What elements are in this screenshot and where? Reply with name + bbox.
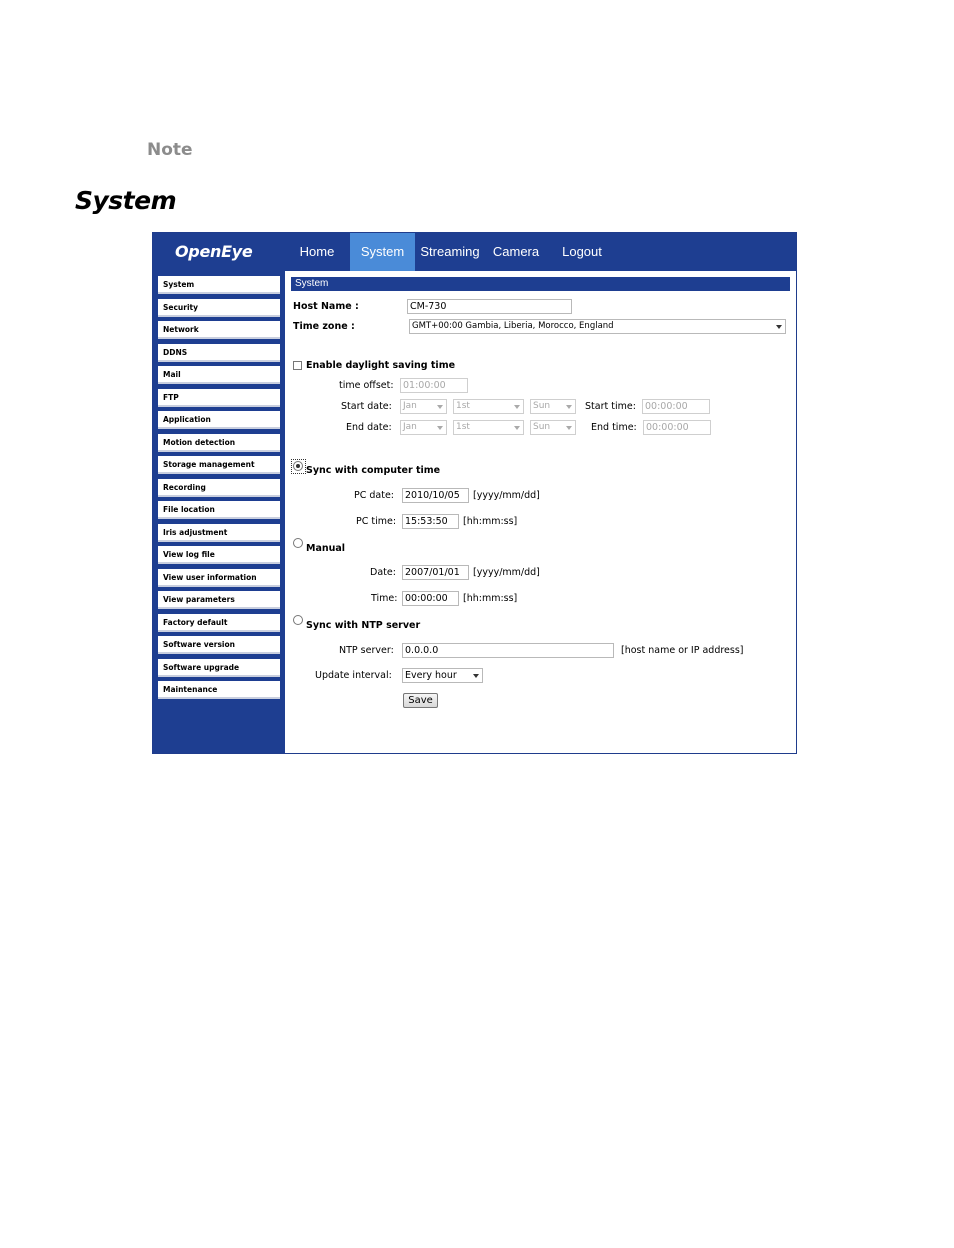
sidebar-menu: [153, 271, 285, 753]
chevron-down-icon: [514, 405, 520, 409]
start-week-value: 1st: [456, 401, 470, 411]
chevron-down-icon: [776, 325, 782, 329]
time-zone-label: Time zone :: [293, 321, 355, 332]
end-date-label: End date:: [346, 422, 392, 433]
chevron-down-icon: [437, 426, 443, 430]
save-button[interactable]: Save: [403, 693, 438, 708]
sidebar-item-software-version[interactable]: Software version: [158, 636, 280, 654]
nav-tab-camera[interactable]: Camera: [492, 244, 540, 259]
sidebar-item-view-parameters[interactable]: View parameters: [158, 591, 280, 609]
daylight-saving-checkbox[interactable]: [293, 361, 302, 370]
chevron-down-icon: [473, 674, 479, 678]
top-navigation: [153, 233, 796, 271]
ntp-server-input[interactable]: 0.0.0.0: [402, 643, 614, 658]
start-week-select[interactable]: [453, 399, 524, 414]
manual-time-label: Time:: [371, 593, 398, 604]
nav-tab-streaming[interactable]: Streaming: [420, 244, 480, 259]
time-zone-value: GMT+00:00 Gambia, Liberia, Morocco, England: [412, 321, 614, 331]
host-name-input[interactable]: CM-730: [407, 299, 572, 314]
end-day-select[interactable]: [530, 420, 576, 435]
pc-time-input[interactable]: 15:53:50: [402, 514, 459, 529]
end-time-input[interactable]: 00:00:00: [643, 420, 711, 435]
sidebar-item-application[interactable]: Application: [158, 411, 280, 429]
ntp-server-hint: [host name or IP address]: [621, 645, 744, 656]
end-month-select[interactable]: [400, 420, 447, 435]
pc-date-label: PC date:: [354, 490, 395, 501]
time-zone-select[interactable]: [409, 319, 786, 334]
manual-time-input[interactable]: 00:00:00: [402, 591, 459, 606]
chevron-down-icon: [566, 426, 572, 430]
pc-date-input[interactable]: 2010/10/05: [402, 488, 469, 503]
end-week-select[interactable]: [453, 420, 524, 435]
daylight-saving-label: Enable daylight saving time: [306, 360, 456, 371]
host-name-label: Host Name :: [293, 301, 359, 312]
manual-label: Manual: [306, 543, 346, 554]
sidebar-item-security[interactable]: Security: [158, 299, 280, 317]
start-date-label: Start date:: [341, 401, 392, 412]
openeye-logo: OpenEye: [175, 242, 253, 261]
sidebar-item-mail[interactable]: Mail: [158, 366, 280, 384]
sync-computer-radio[interactable]: [293, 461, 303, 471]
sidebar-item-network[interactable]: Network: [158, 321, 280, 339]
system-settings-panel: [285, 271, 796, 753]
start-time-input[interactable]: 00:00:00: [642, 399, 710, 414]
start-month-select[interactable]: [400, 399, 447, 414]
manual-radio[interactable]: [293, 538, 303, 548]
time-offset-input[interactable]: 01:00:00: [400, 378, 468, 393]
start-month-value: Jan: [403, 401, 417, 411]
section-heading: System: [75, 186, 177, 215]
start-day-value: Sun: [533, 401, 551, 411]
end-day-value: Sun: [533, 422, 551, 432]
chevron-down-icon: [566, 405, 572, 409]
end-week-value: 1st: [456, 422, 470, 432]
manual-date-input[interactable]: 2007/01/01: [402, 565, 469, 580]
sidebar-item-file-location[interactable]: File location: [158, 501, 280, 519]
manual-date-format-hint: [yyyy/mm/dd]: [473, 567, 540, 578]
section-title-bar: System: [291, 277, 790, 291]
sidebar-item-factory-default[interactable]: Factory default: [158, 614, 280, 632]
time-offset-label: time offset:: [339, 380, 394, 391]
manual-date-label: Date:: [370, 567, 396, 578]
nav-tab-home[interactable]: Home: [299, 244, 335, 259]
pc-time-format-hint: [hh:mm:ss]: [463, 516, 518, 527]
camera-web-ui: [152, 232, 797, 754]
nav-tab-system[interactable]: System: [350, 233, 415, 271]
sidebar-item-maintenance[interactable]: Maintenance: [158, 681, 280, 699]
ntp-radio[interactable]: [293, 615, 303, 625]
sidebar-item-ftp[interactable]: FTP: [158, 389, 280, 407]
sidebar-item-view-log-file[interactable]: View log file: [158, 546, 280, 564]
start-time-label: Start time:: [585, 401, 636, 412]
chevron-down-icon: [514, 426, 520, 430]
pc-time-label: PC time:: [356, 516, 397, 527]
sidebar-item-ddns[interactable]: DDNS: [158, 344, 280, 362]
sidebar-item-storage-management[interactable]: Storage management: [158, 456, 280, 474]
sidebar-item-view-user-information[interactable]: View user information: [158, 569, 280, 587]
ntp-label: Sync with NTP server: [306, 620, 421, 631]
sidebar-item-recording[interactable]: Recording: [158, 479, 280, 497]
sidebar-item-system[interactable]: System: [158, 276, 280, 294]
pc-date-format-hint: [yyyy/mm/dd]: [473, 490, 540, 501]
start-day-select[interactable]: [530, 399, 576, 414]
note-label: Note: [147, 140, 193, 160]
sidebar-item-software-upgrade[interactable]: Software upgrade: [158, 659, 280, 677]
end-time-label: End time:: [591, 422, 637, 433]
update-interval-select[interactable]: [402, 668, 483, 683]
sidebar-item-iris-adjustment[interactable]: Iris adjustment: [158, 524, 280, 542]
sidebar-item-motion-detection[interactable]: Motion detection: [158, 434, 280, 452]
update-interval-value: Every hour: [405, 670, 457, 681]
manual-time-format-hint: [hh:mm:ss]: [463, 593, 518, 604]
update-interval-label: Update interval:: [315, 670, 392, 681]
nav-tab-logout[interactable]: Logout: [562, 244, 602, 259]
ntp-server-label: NTP server:: [339, 645, 394, 656]
end-month-value: Jan: [403, 422, 417, 432]
sync-computer-label: Sync with computer time: [306, 465, 441, 476]
chevron-down-icon: [437, 405, 443, 409]
